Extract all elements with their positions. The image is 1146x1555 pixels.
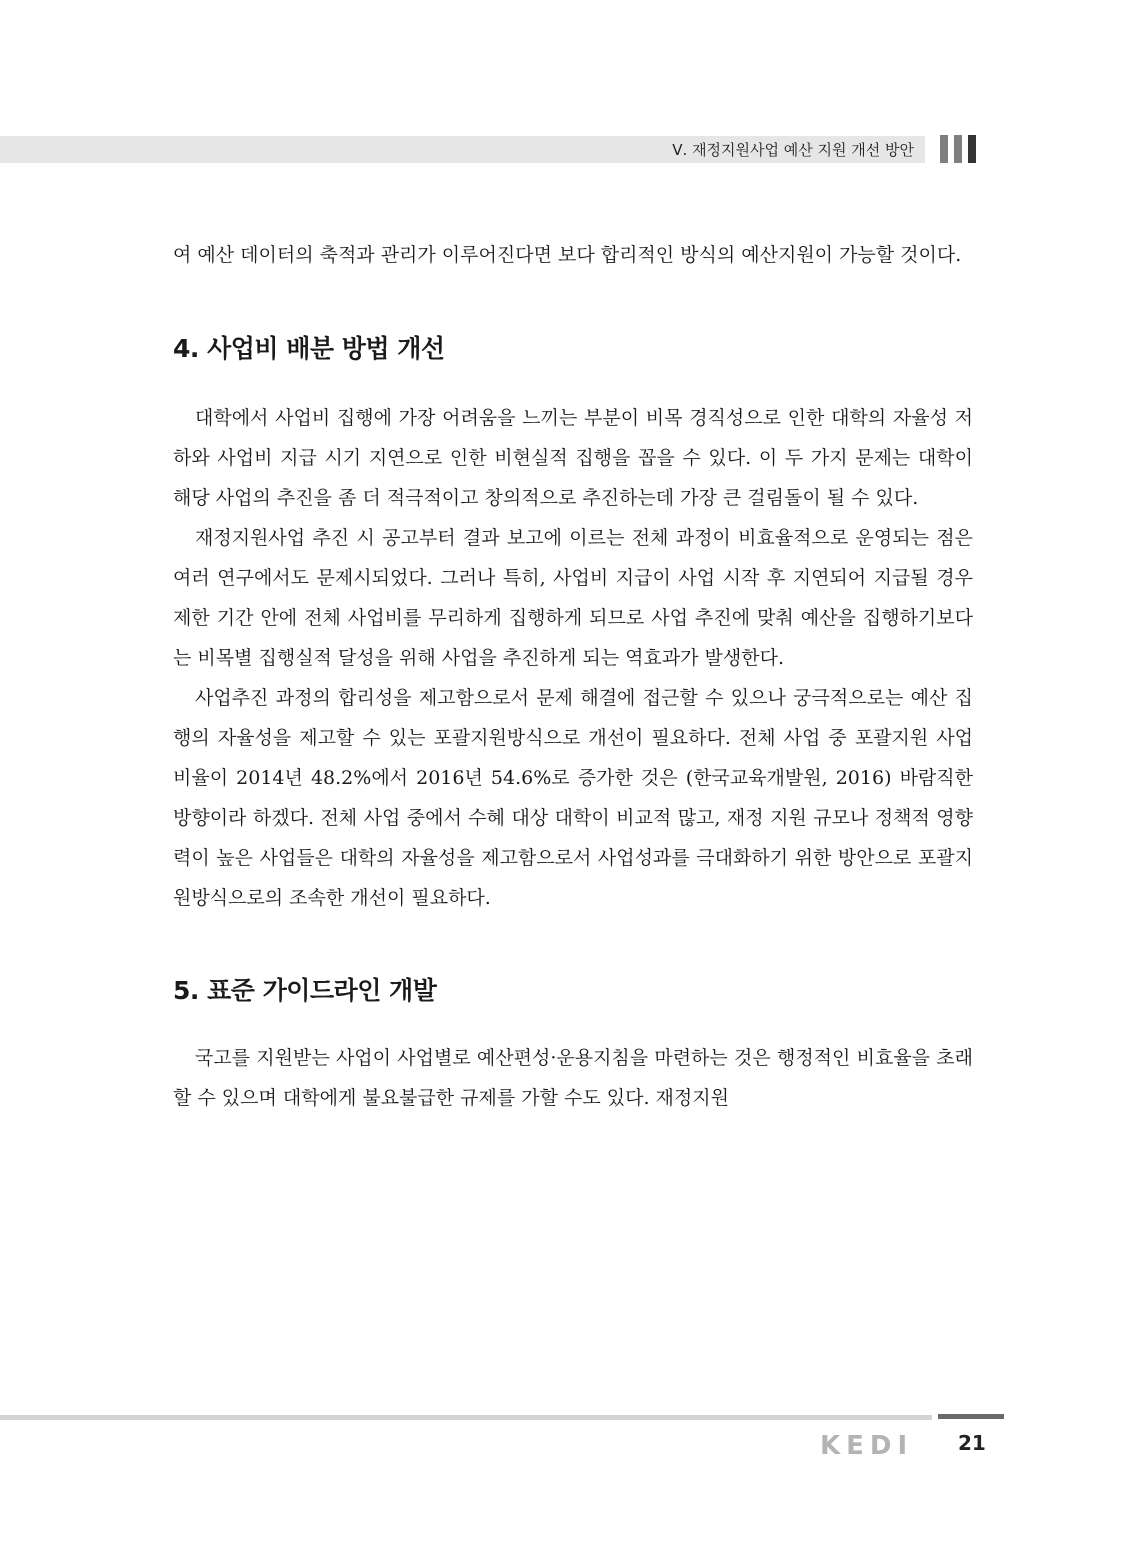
header-bar-1 (940, 135, 948, 163)
footer-rule-accent (938, 1414, 1004, 1419)
footer-rule (0, 1415, 932, 1420)
intro-paragraph: 여 예산 데이터의 축적과 관리가 이루어진다면 보다 합리적인 방식의 예산지원이 가능할 것이다. (173, 244, 962, 266)
page-content (173, 235, 973, 1118)
section-4-paragraph-2: 재정지원사업 추진 시 공고부터 결과 보고에 이르는 전체 과정이 비효율적으로 운영되는 점은 여러 연구에서도 문제시되었다. 그러나 특히, 사업비 지급이 사업 시작 후 지연되어 지급될 경우 제한 기간 안에 전체 사업비를 무리하게 집행하게 되므로 사업 추진에 맞춰 예산을 집행하기보다는 비목별 집행실적 달성을 위해 사업을 추진하게 되는 역효과가 발생한다. (173, 527, 973, 669)
page-number: 21 (958, 1431, 986, 1455)
kedi-logo: KEDI (820, 1431, 914, 1461)
section-4-paragraph-1: 대학에서 사업비 집행에 가장 어려움을 느끼는 부분이 비목 경직성으로 인한 대학의 자율성 저하와 사업비 지급 시기 지연으로 인한 비현실적 집행을 꼽을 수 있다. 이 두 가지 문제는 대학이 해당 사업의 추진을 좀 더 적극적이고 창의적으로 추진하는데 가장 큰 걸림돌이 될 수 있다. (173, 407, 973, 509)
section-4-heading: 4. 사업비 배분 방법 개선 (173, 334, 445, 363)
section-4-paragraph-3: 사업추진 과정의 합리성을 제고함으로서 문제 해결에 접근할 수 있으나 궁극적으로는 예산 집행의 자율성을 제고할 수 있는 포괄지원방식으로 개선이 필요하다. 전체 사업 중 포괄지원 사업 비율이 2014년 48.2%에서 2016년 54.6%로 증가한 것은 (한국교육개발원, 2016) 바람직한 방향이라 하겠다. 전체 사업 중에서 수혜 대상 대학이 비교적 많고, 재정 지원 규모나 정책적 영향력이 높은 사업들은 대학의 자율성을 제고함으로서 사업성과를 극대화하기 위한 방안으로 포괄지원방식으로의 조속한 개선이 필요하다. (173, 687, 973, 909)
header-bar-2 (954, 135, 962, 163)
section-5-heading: 5. 표준 가이드라인 개발 (173, 976, 437, 1005)
header-bar-3 (968, 135, 976, 163)
running-header-title: Ⅴ. 재정지원사업 예산 지원 개선 방안 (672, 141, 914, 159)
section-5-paragraph-1: 국고를 지원받는 사업이 사업별로 예산편성·운용지침을 마련하는 것은 행정적인 비효율을 초래할 수 있으며 대학에게 불요불급한 규제를 가할 수도 있다. 재정지원 (173, 1047, 973, 1109)
